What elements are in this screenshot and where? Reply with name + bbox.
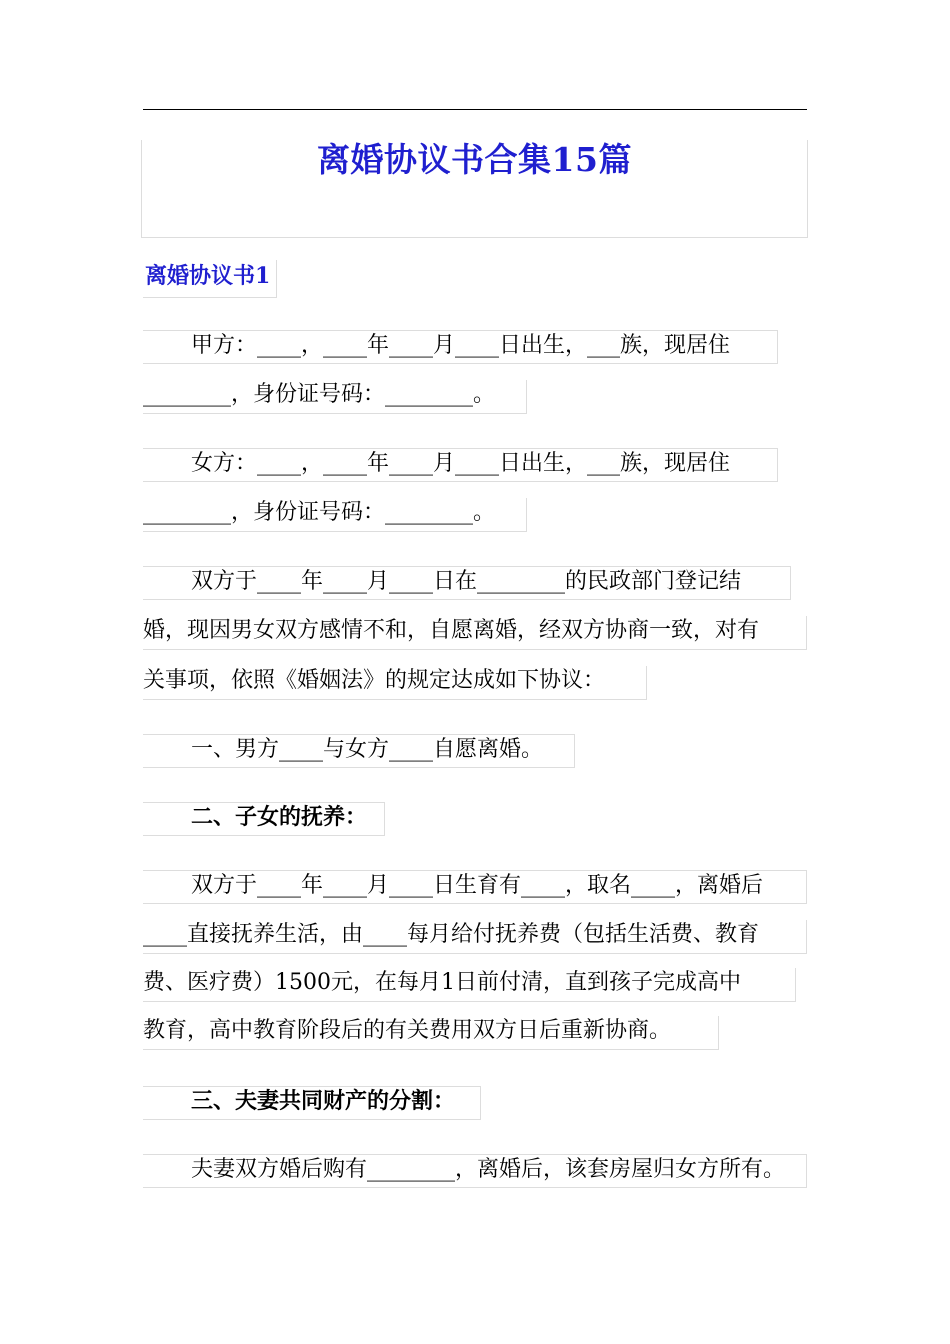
top-rule <box>143 109 807 110</box>
paragraph-party-a-line-1: 甲方：____，____年____月____日出生，___族，现居住 <box>143 330 778 364</box>
paragraph-party-b-line-1: 女方：____，____年____月____日出生，___族，现居住 <box>143 448 778 482</box>
paragraph-marriage-line-1: 双方于____年____月____日在________的民政部门登记结 <box>143 566 791 600</box>
section-heading: 离婚协议书1 <box>143 260 277 298</box>
clause-two-heading: 二、子女的抚养： <box>143 802 385 836</box>
paragraph-property-line-1: 夫妻双方婚后购有________，离婚后，该套房屋归女方所有。 <box>143 1154 807 1188</box>
clause-one: 一、男方____与女方____自愿离婚。 <box>143 734 575 768</box>
clause-three-heading: 三、夫妻共同财产的分割： <box>143 1086 481 1120</box>
title-box <box>141 140 808 238</box>
document-title: 离婚协议书合集15篇 <box>317 140 632 179</box>
paragraph-marriage-line-2: 婚，现因男女双方感情不和，自愿离婚，经双方协商一致，对有 <box>143 616 807 650</box>
paragraph-party-b-line-2: ________，身份证号码：________。 <box>143 498 527 532</box>
paragraph-child-line-4: 教育，高中教育阶段后的有关费用双方日后重新协商。 <box>143 1016 719 1050</box>
paragraph-party-a-line-2: ________，身份证号码：________。 <box>143 380 527 414</box>
paragraph-marriage-line-3: 关事项，依照《婚姻法》的规定达成如下协议： <box>143 666 647 700</box>
paragraph-child-line-1: 双方于____年____月____日生育有____，取名____，离婚后 <box>143 870 807 904</box>
paragraph-child-line-2: ____直接抚养生活，由____每月给付抚养费（包括生活费、教育 <box>143 920 807 954</box>
paragraph-child-line-3: 费、医疗费）1500元，在每月1日前付清，直到孩子完成高中 <box>143 968 796 1002</box>
